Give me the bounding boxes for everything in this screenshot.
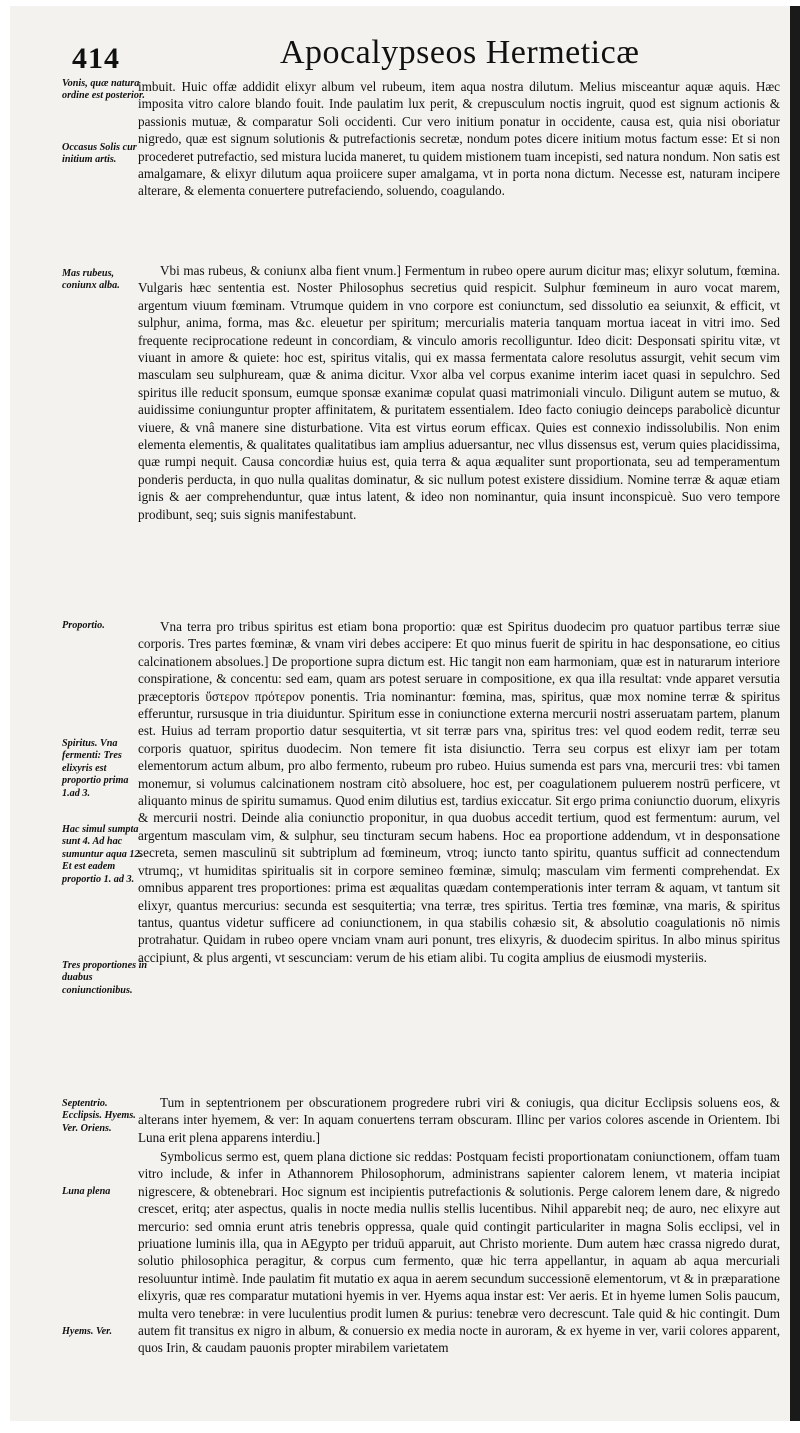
margin-note: Hac simul sumpta sunt 4. Ad hac sumuntur aqua 12. Et est eadem proportio 1. ad 3. xyxy=(62,824,143,885)
paragraph: Vna terra pro tribus spiritus est etiam bona proportio: quæ est Spiritus duodecim pro quatuor partibus terræ siue corporis. Tres partes fœminæ, & vnam viri debes accipere: Et quo minus fuerit de spiritu in hac desponsatione, eo citius calcinationem absolues.] De proportione supra dictum est. Hic tangit non eam harmoniam, quæ est in naturarum interiore conspiratione, & concentu: sed eam, quam ars potest seruare in compositione, ex qua illa resultat: vnde apparet versutia præceptoris ὕστερον πρότερον ponentis. Tria nominantur: fœmina, mas, spiritus, quæ mox nomine terræ & spiritus efferuntur, rursusque in tria diuiduntur. Spiritum esse in coniunctione externa mercurii nostri asseruatam partem, planum est. Huius ad terram proportio datur sesquitertia, vt sit terræ pars vna, spiritus tres: vel quod eodem redit, terræ seu corporis quatuor, spiritus duodecim. Non temere fit ista disiunctio. Terra seu corpus est elixyr iam per totam elementorum actum album, pro albo fermento, rubeum pro rubeo. Huius sumenda est pars vna, mercurii tres: vbi tamen monemur, si volumus calcinationem nostram citò absoluere, hoc est, per coagulationem puluerem nostrū perficere, vt aliquanto minus de spiritu sumamus. Quod enim dilutius est, tardius exiccatur. Sit ergo prima coniunctio duorum, elixyris & mercurii nostri. Deinde alia coniunctio proponitur, in qua duobus accedit tertium, quod est fermentum: aurum, vel argentum masculam vim, & sulphur, seu tincturam secum habens. Hoc ea proportione addendum, vt in desponsatione secreta, semen masculinū sit subtriplum ad fœmineum, vtroq; iuncto tanto spiritu, quantus sufficit ad connectendum vtrumq;, vt humiditas spiritualis sit in corpore semineo fœminæ, simulq; masculam vim fermenti comprehendat. Ex omnibus apparent tres proportiones: prima est æqualitas quædam contemperationis inter terram & aquam, vt tantum sit elixyr, quantus mercurius: secunda est sesquitertia; vna terræ, tres spiritus. Tertia tres fœminæ, vna maris, & spiritus tantus, quantus videtur sufficere ad coniunctionem, in qua stabilis cohæsio sit, & absolutio coagulationis nō nimis protrahatur. Quidam in rubeo opere vnciam vnam auri ponunt, tres elixyris, & duodecim spiritus. In albo minus spiritus accipiunt, & plus argenti, vt sescunciam: verum de his etiam alibi. Tu cogita amplius de eiusmodi mysteriis. xyxy=(138,619,780,965)
margin-note: Hyems. Ver. xyxy=(62,1326,113,1337)
margin-note: Occasus Solis cur initium artis. xyxy=(62,142,137,166)
margin-note: Luna plena xyxy=(62,1186,111,1197)
margin-note: Vonis, quæ natura ordine est posterior. xyxy=(62,78,145,102)
margin-note: Tres proportiones in duabus coniunctionibus. xyxy=(62,960,148,996)
paragraph: Tum in septentrionem per obscurationem progredere rubri viri & coniugis, qua dicitur Ecclipsis soluens eos, & alterans inter hyemem, & ver: In aquam conuertens terram obscuram. Illinc per varios colores ascende in Orientem. Ibi Luna erit plena apparens interdiu.] xyxy=(138,1095,780,1145)
page-header xyxy=(72,34,780,78)
paragraph: imbuit. Huic offæ addidit elixyr album vel rubeum, item aqua nostra dilutum. Melius misceantur aquæ aquis. Hæc imposita vitro calore blando fouit. Inde paulatim lux perit, & crepusculum noctis ingruit, quod est signum actionis & passionis mutuæ, & comparatur Soli occidenti. Cur vero initium ponatur in occidente, causa est, quia nisi oboriatur nigredo, quæ est signum solutionis & putrefactionis secretæ, nondum potes dicere initium motus factum esse: Et si non procederet putrefactio, sed mistura lucida maneret, tu quidem mistionem tuam incepisti, sed natura nondum. Non satis est amalgamare, & elixyr dilutum aqua proiicere super amalgama, vt in porta nona dictum. Necesse est, naturam incipere alterare, & elementa conuertere putrefaciendo, soluendo, coagulando. xyxy=(138,79,780,199)
paragraph: Vbi mas rubeus, & coniunx alba fient vnum.] Fermentum in rubeo opere aurum dicitur mas; elixyr solutum, fœmina. Vulgaris hæc sententia est. Noster Philosophus secretius quid respicit. Sulphur fœmineum in auro vocat marem, argentum viuum fœminam. Vtrumque quidem in vno corpore est coniunctum, sed dissolutio ea seiunxit, & efficit, vt sulphur, anima, forma, mas &c. eleuetur per spiritum; mercurialis materia tanquam mortua iaceat in vitri imo. Sed frequente reciprocatione redeunt in concordiam, & vinculo amoris recolliguntur. Ideo dicit: Desponsati spiritu vitæ, vt viuant in amore & quiete: hoc est, spiritus vitalis, qui ex massa fermentata calore resolutus assurgit, vehit secum vim masculam seu sulphuream, quæ & anima dicitur. Vxor alba vel corpus exanime interim iacet quasi in sepulchro. Sed spiritus ille reducit sponsum, eumque sponsæ exanimæ copulat quasi matrimoniali vinculo. Diligunt autem se mutuo, & auidissime coniunguntur propter affinitatem, & puritatem essentialem. Ideo facto coniugio deinceps parabolicè dicuntur viuere, & vnâ manere sine disturbatione. Vita est virtus eorum efficax. Quies est connexio indissolubilis. Non enim elementa elementis, & qualitates qualitatibus iam amplius aduersantur, nec vllus dissensus est, verum quies placidissima, quæ rumpi nequit. Causa concordiæ huius est, quia terra & aqua æqualiter sunt proportionata, seu ad temperamentum ponderis perducta, in quo nulla qualitas dominatur, & sic nullum potest existere dissidium. Nomine terræ & aquæ etiam ignis & aer comprehenduntur, quæ intus latent, & ideo non nominantur, quia insunt inconspicuè. Suo vero tempore prodibunt, seq; suis signis manifestabunt. xyxy=(138,263,780,522)
margin-note: Septentrio. Ecclipsis. Hyems. Ver. Oriens. xyxy=(62,1098,136,1134)
page-edge-shadow xyxy=(790,6,800,1421)
page-number: 414 xyxy=(72,42,120,75)
margin-note: Spiritus. Vna fermenti: Tres elixyris est proportio prima 1.ad 3. xyxy=(62,738,129,799)
running-title: Apocalypseos Hermeticæ xyxy=(280,34,640,71)
book-page xyxy=(10,6,790,1421)
margin-note: Mas rubeus, coniunx alba. xyxy=(62,268,120,292)
margin-note: Proportio. xyxy=(62,620,105,631)
paragraph: Symbolicus sermo est, quem plana dictione sic reddas: Postquam fecisti proportionatam coniunctionem, offam tuam vitro include, & infer in Athannorem Philosophorum, administrans sapienter calorem lenem, vt materia incipiat nigrescere, & obtenebrari. Hoc signum est incipientis putrefactionis & solutionis. Perge calorem lenem dare, & nigredo crescet, eritq; ater aspectus, qualis in nocte media nullis stellis lucentibus. Nihil apparebit neq; de auro, nec elixyre aut mercurio: sed omnia erunt atris tenebris oppressa, quale quid contingit particulariter in magna Solis ecclipsi, vel in priuatione luminis illa, qua in AEgypto per triduū apparuit, aut Christo moriente. Dum autem hæc crassa nigredo durat, solutio philosophica peragitur, & corpus cum fermento, quæ hic terra appellantur, in aquam ab aqua mercuriali resoluuntur intimè. Inde paulatim fit mutatio ex aqua in aerem secundum successionē elementorum, vt & in præparatione elixyris, quæ res comparatur mutationi hyemis in ver. Hyems aqua instar est: Ver aeris. Et in hyeme lumen Solis paucum, multa vero tenebræ: in vere luculentius prodit lumen & purius: tenebræ vero decrescunt. Tale quid & hic contingit. Dum autem fit transitus ex nigro in album, & conuersio ex media nocte in auroram, & ex hyeme in ver, varii colores apparent, quos Irin, & caudam pauonis propter mirabilem varietatem xyxy=(138,1149,780,1356)
